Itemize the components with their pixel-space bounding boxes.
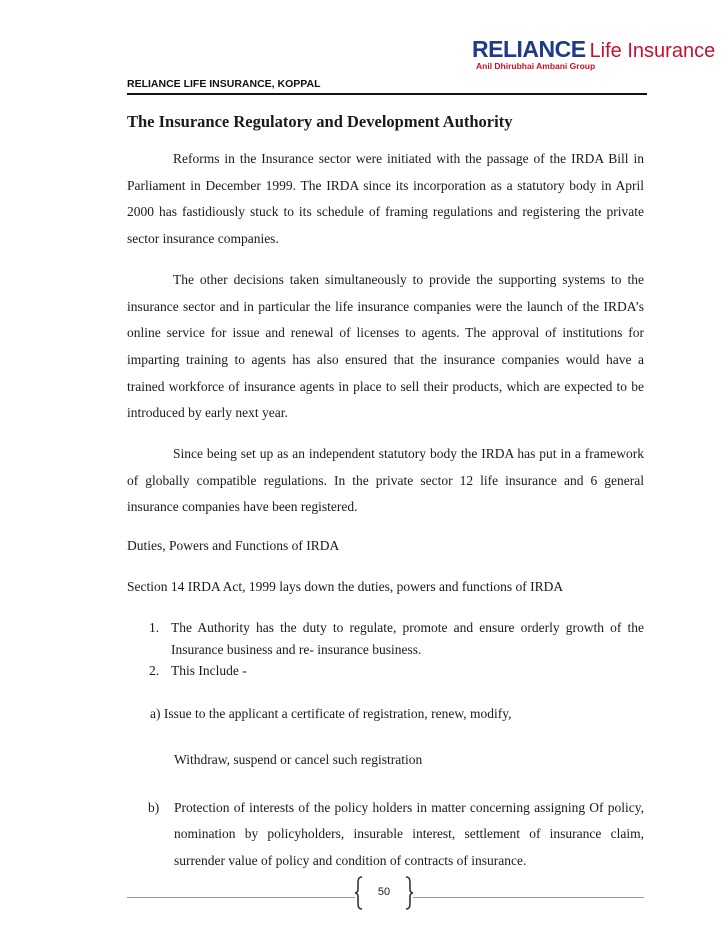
- item-b-text: Protection of interests of the policy holders in matter concerning assigning Of policy, nomination by policyholders, insurable interest, settlement of insurance claim, surrender value of policy and condition of contracts of insurance.: [174, 799, 644, 869]
- item-b-marker: b): [148, 799, 160, 815]
- company-logo: [472, 36, 716, 76]
- list-marker: 2.: [149, 663, 160, 679]
- item-a-line2: Withdraw, suspend or cancel such registration: [174, 751, 423, 767]
- paragraph-other-decisions: The other decisions taken simultaneously to provide the supporting systems to the insurance sector and in particular the life insurance companies were the launch of the IRDA’s online service for issue and renewal of licenses to agents. The approval of institutions for imparting training to agents has also ensured that the insurance companies would have a trained workforce of insurance agents in place to sell their products, which are expected to be introduced by early next year.: [127, 271, 644, 421]
- right-brace-icon: [404, 876, 414, 910]
- item-b: [148, 795, 644, 875]
- list-item: [149, 617, 644, 660]
- section-reference: Section 14 IRDA Act, 1999 lays down the duties, powers and functions of IRDA: [127, 579, 564, 595]
- page-heading: The Insurance Regulatory and Development Authority: [127, 112, 513, 131]
- logo-brand: RELIANCE: [472, 36, 586, 62]
- list-item-text: This Include -: [171, 663, 247, 679]
- section-subheading: Duties, Powers and Functions of IRDA: [127, 538, 340, 554]
- list-marker: 1.: [149, 620, 160, 636]
- numbered-list: [127, 617, 644, 682]
- page-body: [127, 110, 644, 875]
- header-divider: [127, 93, 647, 95]
- paragraph-statutory-body: Since being set up as an independent statutory body the IRDA has put in a framework of globally compatible regulations. In the private sector 12 life insurance and 6 general insurance companies have been registered.: [127, 446, 644, 515]
- footer-divider-right: [413, 897, 644, 898]
- footer-divider-left: [127, 897, 355, 898]
- list-item-text: The Authority has the duty to regulate, promote and ensure orderly growth of the Insurance business and re- insurance business.: [171, 620, 644, 657]
- paragraph-reforms: Reforms in the Insurance sector were initiated with the passage of the IRDA Bill in Parliament in December 1999. The IRDA since its incorporation as a statutory body in April 2000 has fastidiously stuck to its schedule of framing regulations and registering the private sector insurance companies.: [127, 151, 644, 247]
- page-number: 50: [377, 886, 391, 898]
- running-header: RELIANCE LIFE INSURANCE, KOPPAL: [127, 78, 321, 90]
- list-item: [149, 660, 644, 682]
- logo-tagline: Anil Dhirubhai Ambani Group: [476, 61, 596, 71]
- item-a-line1: a) Issue to the applicant a certificate of registration, renew, modify,: [150, 705, 512, 721]
- logo-product: Life Insurance: [589, 40, 716, 62]
